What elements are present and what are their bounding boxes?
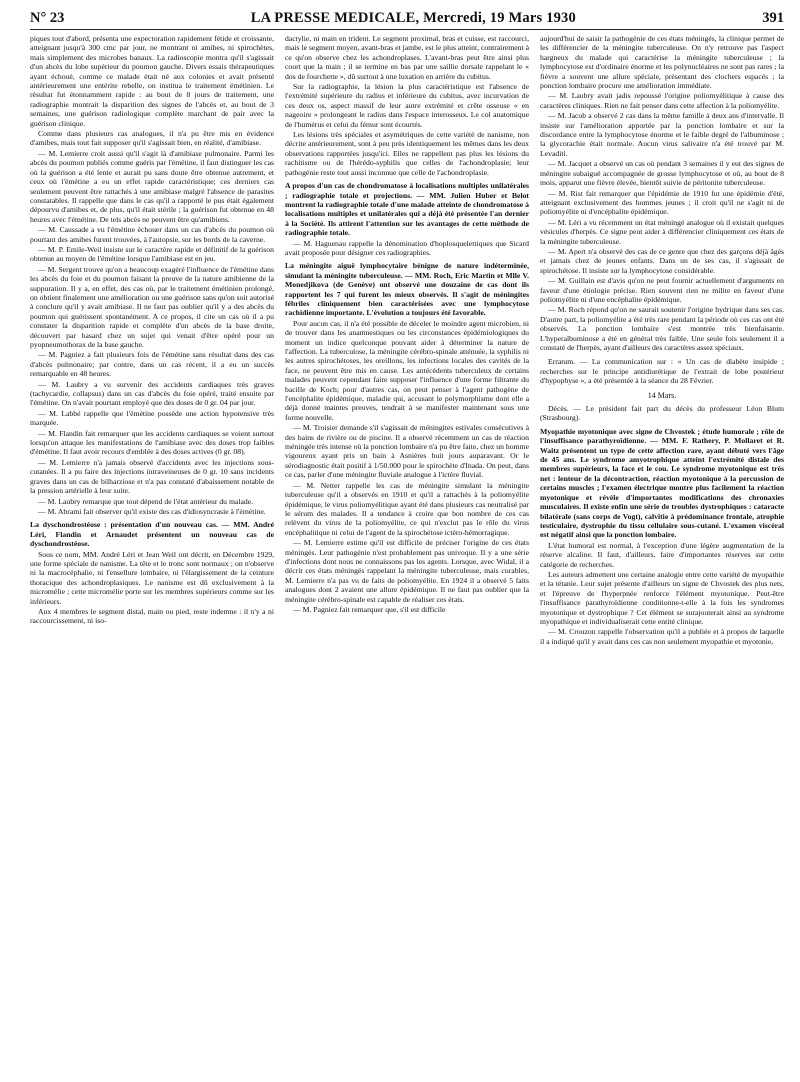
paragraph: Les lésions très spéciales et asymétriques de cette variété de nanisme, non décrite antérieurement, sont à peu près identiquement les mêmes dans les deux observations rapportées jusqu'ici. Elles ne rappellent pas plus les lésions du rachitisme ou de l'hérédo-syphilis que celles de l'achondroplasie; leur pathogénie reste tout aussi inconnue que celle de l'achondroplasie. <box>285 130 529 177</box>
paragraph: — M. Caussade a vu l'émétine échouer dans un cas d'abcès du poumon où pourtant des amibes furent trouvées, à l'autopsie, sur les bords de la caverne. <box>30 225 274 244</box>
paragraph: Sur la radiographie, la lésion la plus caractéristique est l'absence de l'extrémité supérieure du radius et inférieure du cubitus, avec incurvation de ces deux os, aspect massif de leur autre extrémité et crête osseuse « en nageoire » prolongeant le radius dans l'espace interosseux. Le col anatomique de l'humérus et celui du fémur sont écourtés. <box>285 82 529 129</box>
paragraph: Aux 4 membres le segment distal, main ou pied, reste indemne : il n'y a ni raccourcissement, ni iso- <box>30 606 274 626</box>
paragraph: — M. Lemierre n'a jamais observé d'accidents avec les injections sous-cutanées. Il a pu faire des injections intraveineuses de 0 gr. 10 sans incidents graves dans un cas de bilharziose et n'a pas constaté d'abaissement notable de la pression artérielle à leur suite. <box>30 457 274 496</box>
page-number: 391 <box>762 9 784 26</box>
paragraph: — M. Flandin fait remarquer que les accidents cardiaques se voient surtout lorsqu'on attaque les manifestations de l'amibiase avec des doses trop faibles d'émétine. Il faut avoir recours d'emblée à des doses actives (0 gr. 08). <box>30 428 274 457</box>
paragraph: — M. Laubry a vu survenir des accidents cardiaques très graves (tachycardie, collapsus) dans un cas d'abcès du foie opéré, traité ensuite par l'émétine. On n'avait pourtant employé que des doses de 0 gr. 04 par jour. <box>30 379 274 408</box>
paragraph: aujourd'hui de saisir la pathogénie de ces états méningés, la clinique permet de les différencier de la méningite tuberculeuse. On n'y retrouve pas l'aspect hargneux du malade qui caractérise la méningite tuberculeuse ; la lymphocytose est d'ordinaire énorme et les polynucléaires ne sont pas rares ; la fièvre a souvent une allure spéciale, présentant des clochers espacés ; la ponction lombaire procure une amélioration immédiate. <box>540 34 784 91</box>
paragraph: — M. Laubry remarque que tout dépend de l'état antérieur du malade. <box>38 496 254 506</box>
paragraph: L'état humoral est normal, à l'exception d'une légère augmentation de la réserve alcaline. Il faut, d'ailleurs, faire d'importantes réserves sur cette catégorie de recherches. <box>540 540 784 569</box>
text-columns <box>30 34 784 1076</box>
paragraph: — M. Pagniez a fait plusieurs fois de l'émétine sans résultat dans des cas d'abcès pulmonaire; par contre, dans un cas récent, il a eu un succès remarquable en 48 heures. <box>30 350 274 379</box>
paragraph: — M. Troisier demande s'il s'agissait de méningites estivales consécutives à des bains de rivière ou de piscine. Il a observé récemment un cas de réaction méningée très intense où la ponction lombaire n'a pu être faite, chez un homme vigoureux ayant pris un bain à Asnières huit jours auparavant. Or le sérodiagnostic était positif à 1/50.000 pour le spirochète d'Inada. On peut, dans ce cas, parler d'une méningite fluviale analogue à l'ictère fluvial. <box>285 423 529 480</box>
paragraph: Erratum. — La communication sur : « Un cas de diabète insipide ; recherches sur le principe antidiurétique de l'extrait de lobe postérieur d'hypophyse », a été présentée à la séance du 28 Février. <box>540 357 784 386</box>
header-rule <box>30 29 784 30</box>
paragraph: dactylie, ni main en trident. Le segment proximal, bras et cuisse, est raccourci, mais le segment moyen, avant-bras et jambe, est le plus atteint, contrairement à ce qu'on observe chez les achondroplases. L'avant-bras peut être ainsi plus court que la main ; il se termine en bas par une saillie dorsale rappelant le « dos de fourchette », dû surtout à une luxation en arrière du cubitus. <box>285 34 529 81</box>
paragraph: — M. Sergent trouve qu'on a beaucoup exagéré l'influence de l'émétine dans les abcès du foie et du poumon faisant la preuve de la nature amibienne de la suppuration. Il y a, en effet, des cas où, par le traitement émétinien prolongé, on obtient finalement une amélioration ou une guérison sans qu'on soit autorisé à conclure qu'il y avait amibiase. Il ne faut pas oublier qu'il y a des abcès du poumon qui guérissent spontanément. A ce propos, il cite un cas où il a pu constater la disparition rapide et complète d'un abcès de la base droite, découvert par hasard chez un sujet qui venait d'être opéré pour un pyopneumothorax de la base gauche. <box>30 264 274 349</box>
paragraph: — M. Abrami fait observer qu'il existe des cas d'idiosyncrasie à l'émétine. <box>38 506 266 516</box>
column-right <box>540 34 784 1076</box>
paragraph: — M. Netter rappelle les cas de méningite simulant la méningite tuberculeuse qu'il a observés en 1910 et qu'il a rattachés à la poliomyélite épidémique, le virus poliomyélitique ayant été dans plusieurs cas neutralisé par le sérum des malades. Il a tendance à croire que bon nombre de ces cas relèvent du virus de la poliomyélite, ce qui n'exclut pas le rôle du virus encéphalitique ni celui de l'agent de la spirochétose ictéro-hémorragique. <box>285 480 529 537</box>
paragraph: — M. Rist fait remarquer que l'épidémie de 1910 fut une épidémie d'été, atteignant exclusivement des hommes jeunes ; il croit qu'il ne s'agit ni de poliomyélite ni d'encéphalite épidémique. <box>540 188 784 217</box>
paragraph: piques tout d'abord, présenta une expectoration rapidement fétide et croissante, atteignant jusqu'à 300 cmc par jour, ne montrant ni amibes, ni spirochètes, mais simplement des microbes banaux. La radioscopie montra qu'il s'agissait d'un abcès du lobe supérieur du poumon gauche. Divers essais thérapeutiques ayant échoué, comme ce malade était né aux colonies et avait présenté antérieurement une entérite rebelle, on institua le traitement émétinien. Le résultat fut étonnamment rapide : au bout de 8 jours de traitement, une radiographie montrait la disparition des signes de l'abcès et, au bout de 3 semaines, une guérison radiologique complète marchant de pair avec la guérison clinique. <box>30 34 274 128</box>
paragraph: Les auteurs admettent une certaine analogie entre cette variété de myopathie et la tétanie. Leur sujet présente d'ailleurs un signe de Chvostek des plus nets, et l'épreuve de l'hyperpnée renforce l'élément myotonique. Peut-être l'insuffisance parathyroïdienne conditionne-t-elle à la fois les syndromes myotonique et dystrophique ? Cet élément se surajouterait ainsi au syndrome myopathique et individualiserait cette entité clinique. <box>540 569 784 626</box>
paragraph: — M. Roch répond qu'on ne saurait soutenir l'origine hydrique dans ses cas. D'autre part, la poliomyélite a été très rare pendant la période où ces cas ont été observés. La ponction lombaire s'est montrée très bienfaisante. L'hyperalbuminose a été en général très faible. Une seule fois seulement il a constaté de l'herpès, ayant d'ailleurs des caractères assez spéciaux. <box>540 305 784 352</box>
paragraph: Comme dans plusieurs cas analogues, il n'a pu être mis en évidence d'amibes, mais tout fait supposer qu'il s'agissait bien, en réalité, d'amibiase. <box>30 129 274 148</box>
paragraph: — M. Laubry avait jadis repoussé l'origine poliomyélitique à cause des caractères cliniques. Rien ne fait penser dans cette affection à la poliomyélite. <box>540 91 784 110</box>
paragraph: — M. Jacquet a observé un cas où pendant 3 semaines il y eut des signes de méningite subaiguë accompagnée de grosse lymphocytose et où, au bout de 8 mois, apparut une fièvre élevée, bientôt suivie de péritonite tuberculeuse. <box>540 159 784 188</box>
journal-title-date: LA PRESSE MEDICALE, Mercredi, 19 Mars 1930 <box>250 9 576 26</box>
paragraph: — M. Lemierre estime qu'il est difficile de préciser l'origine de ces états méningés. Leur pathogénie n'est probablement pas univoque. Il y a une série d'infections dont nous ne connaissons pas les agents. Lorsque, avec Widal, il a décrit ces états méningés rappelant la méningite tuberculeuse, mais curables, M. Lemierre n'a pas vu de faits de poliomyélite. En 1924 il a observé 5 faits analogues dont 2 avaient une allure épidémique. Il ne faut pas oublier que la méningite cérébro-spinale est capable de réaliser ces états. <box>285 538 529 604</box>
paragraph: — M. Guillain est d'avis qu'on ne peut fournir actuellement d'arguments en faveur d'une étiologie précise. Rien souvent rien ne milite en faveur d'une poliomyélite ni d'une encéphalite épidémique. <box>540 276 784 304</box>
section-title: La dyschondrostéose : présentation d'un nouveau cas. — MM. André Léri, Flandin et Arnaudet présentent un nouveau cas de dyschondrostéose. <box>30 520 274 549</box>
column-left <box>30 34 274 1076</box>
paragraph: — M. P. Emile-Weil insiste sur le caractère rapide et définitif de la guérison obtenue au moyen de l'émétine lorsque l'amibiase est en jeu. <box>30 244 274 264</box>
section-title: A propos d'un cas de chondromatose à localisations multiples unilatérales ; radiographie totale et projections. — MM. Julien Huber et Belot montrent la radiographie totale d'une malade atteinte de chondromatose à localisations multiples et unilatérales qui a déjà été présentée l'an dernier à la Société. Ils attirent l'attention sur les avantages de cette méthode de radiographie totale. <box>285 181 529 238</box>
paragraph: Pour aucun cas, il n'a été possible de déceler le moindre agent microbien, ni de trouver dans les anamnestiques ou les circonstances épidémiologiques du moment un indice quelconque pouvant aider à déterminer la nature de l'affection. La tuberculose, la méningite cérébro-spinale atténuée, la syphilis ni les autres spirochétoses, les oreillons, les infections locales des cavités de la face, ne peuvent être mis en cause. Les antécédents tuberculeux de certains malades peuvent cependant faire supposer l'influence d'une forme filtrante du bacille de Koch; pour d'autres cas, on peut penser à l'agent pathogène de l'encéphalite épidémique, maladie qui, accusant le polymorphisme dont elle a déjà donné maintes preuves, tendrait à se manifester maintenant sous une forme nouvelle. <box>285 318 529 422</box>
paragraph: — M. Crouzon rappelle l'observation qu'il a publiée et à propos de laquelle il a indiqué qu'il y avait dans ces cas non seulement myopathie et myotonie, <box>540 627 784 646</box>
section-title: Myopathie myotonique avec signe de Chvostek ; étude humorale ; rôle de l'insuffisance parathyroïdienne. — MM. F. Rathery, P. Mollaret et R. Waitz présentent un type de cette affection rare, ayant débuté vers l'âge de 45 ans. Le syndrome amyotrophique atteint l'extrémité distale des membres supérieurs, la face et le cou. Le syndrome myotonique est très net : lenteur de la décontraction, réaction myotonique à la percussion de certains muscles ; l'examen électrique montre plus facilement la réaction myotonique et révèle d'importantes modifications des chronaxies musculaires. Il existe enfin une série de troubles dystrophiques : cataracte bilatérale (sans corps de Vogt), calvitie à prédominance frontale, atrophie testiculaire, dystrophie du tissu cellulaire sous-cutané. L'examen viscéral est négatif ainsi que la ponction lombaire. <box>540 426 784 540</box>
paragraph: — M. Léri a vu récemment un état méningé analogue où il existait quelques vésicules d'herpès. Ce signe peut aider à différencier cliniquement ces états de la méningite tuberculeuse. <box>540 217 784 246</box>
paragraph: — M. Lemierre croit aussi qu'il s'agit là d'amibiase pulmonaire. Parmi les abcès du poumon publiés comme guéris par l'émétine, il faut distinguer les cas où la guérison a été lente et aurait pu sans doute être obtenue autrement, et ceux où l'émétine a eu un effet rapide caractéristique; ces derniers cas seulement peuvent être rattachés à une amibiase malgré l'absence de parasites constatables. Il rappelle que dans le cas qu'il a rapporté le pus était également dépourvu d'amibes et, de plus, qu'il était stérile ; la guérison fut obtenue en 48 heures avec l'émétine. De tels abcès ne peuvent être qu'amibiens. <box>30 148 274 224</box>
issue-number: N° 23 <box>30 9 65 26</box>
paragraph: — M. Pagniez fait remarquer que, s'il est difficile <box>293 604 446 614</box>
paragraph: — M. Apert n'a observé des cas de ce genre que chez des garçons déjà âgés et jamais chez de jeunes enfants. Dans un de ses cas, il s'agissait de spirochétose. Il insiste sur la lymphocytose considérable. <box>540 246 784 275</box>
running-header <box>30 8 784 28</box>
paragraph: — M. Jacob a observé 2 cas dans la même famille à deux ans d'intervalle. Il insiste sur l'amélioration apportée par la ponction lombaire et sur la discordance entre la lymphocytose énorme et le faible degré de l'albuminose ; la glycorachie était normale. Aucun virus salivaire n'a été trouvé par M. Levaditi. <box>540 111 784 158</box>
paragraph: Sous ce nom, MM. André Léri et Jean Weil ont décrit, en Décembre 1929, une forme spéciale de nanisme. La tête et le tronc sont normaux ; on n'observe ni la macrocéphalie, ni l'ensellure lombaire, ni l'élargissement de la ceinture thoracique des achondroplasiques. Le nanisme est dû exclusivement à la micromélie ; cette micromélie porte sur les membres supérieurs comme sur les inférieurs. <box>30 549 274 606</box>
column-middle <box>285 34 529 1076</box>
paragraph: — M. Haguenau rappelle la dénomination d'hoplosquelettiques que Sicard avait proposée pour désigner ces radiographies. <box>285 238 529 257</box>
paragraph: Décès. — Le président fait part du décès du professeur Léon Blum (Strasbourg). <box>540 404 784 423</box>
section-title: La méningite aiguë lymphocytaire bénigne de nature indéterminée, simulant la méningite tuberculeuse. — MM. Roch, Eric Martin et Mlle V. Monedjikova (de Genève) ont observé une douzaine de cas dont ils rapportent les 7 qui furent les mieux observés. Il s'agit de méningites fébriles cliniquement bien caractérisées avec une lymphocytose rachidienne importante. L'évolution a toujours été favorable. <box>285 261 529 318</box>
date-heading: 14 Mars. <box>647 390 677 400</box>
paragraph: — M. Labbé rappelle que l'émétine possède une action hypotensive très marquée. <box>30 408 274 428</box>
